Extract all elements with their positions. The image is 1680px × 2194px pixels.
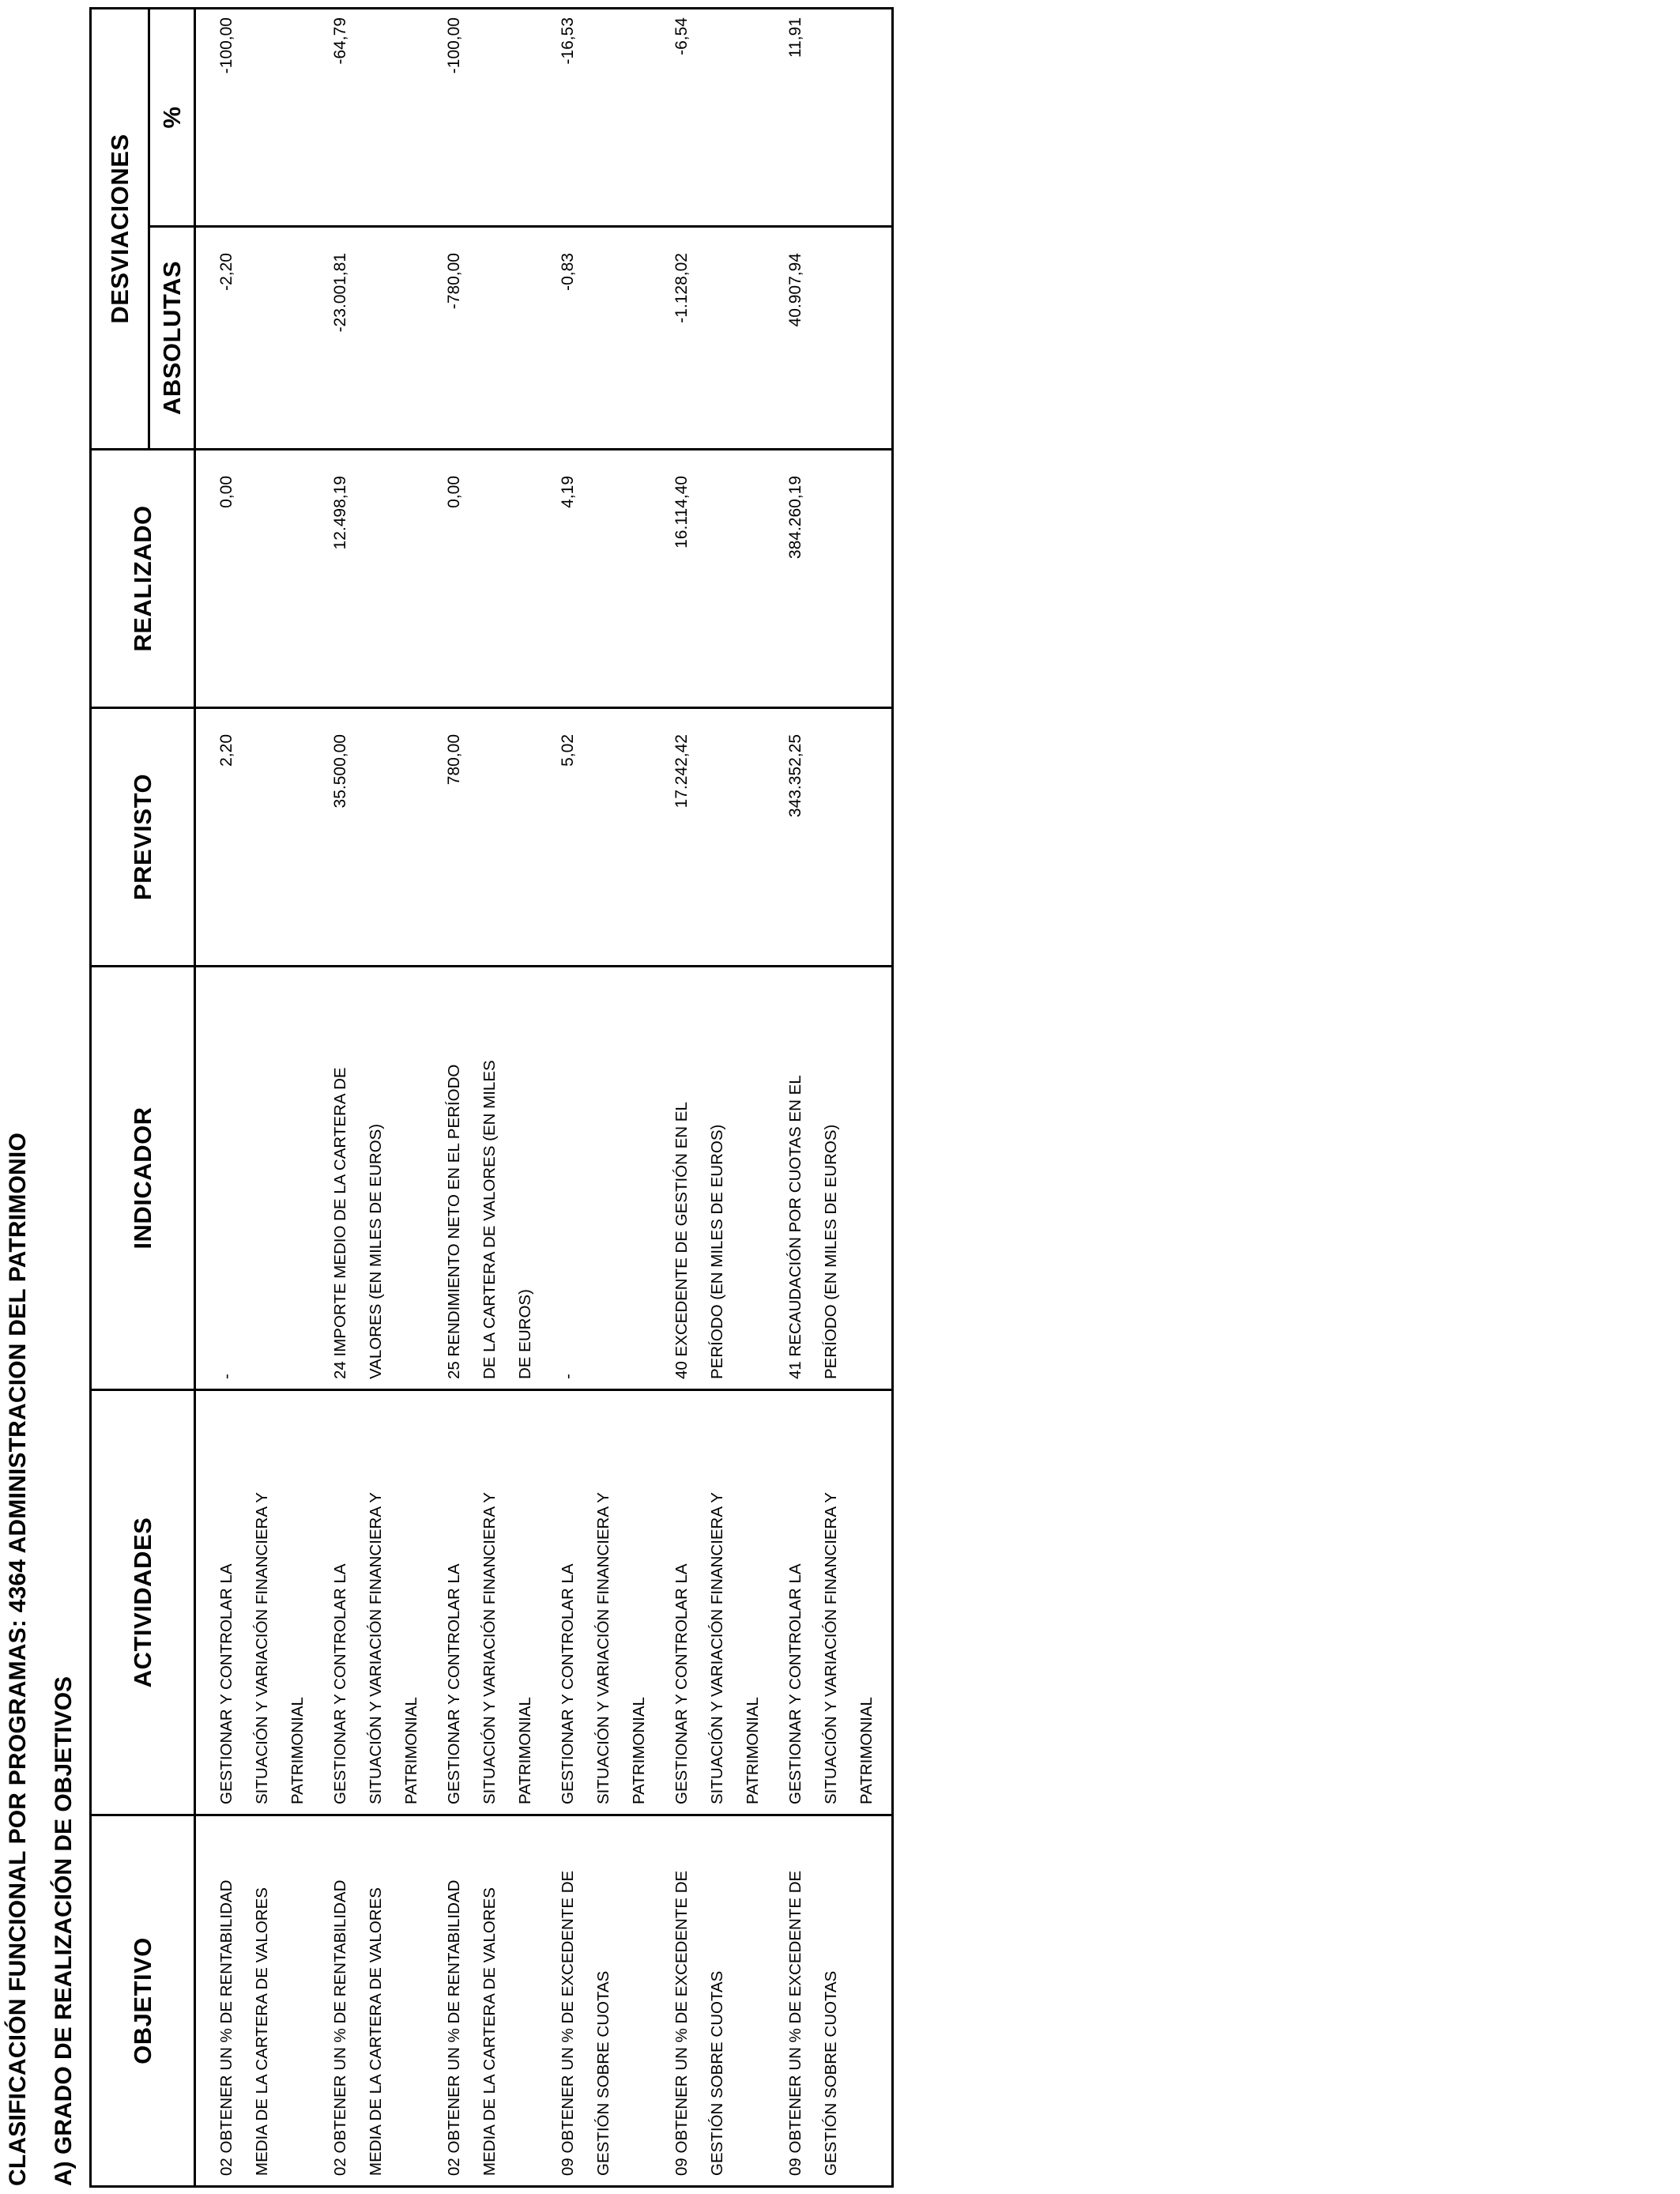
actividades-line: PATRIMONIAL xyxy=(516,1697,534,1804)
objetivo-line: 02 OBTENER UN % DE RENTABILIDAD xyxy=(217,1879,235,2176)
indicador-line: 24 IMPORTE MEDIO DE LA CARTERA DE xyxy=(331,1067,349,1379)
previsto-value: 343.352,25 xyxy=(786,734,804,818)
header-indicador: INDICADOR xyxy=(91,967,195,1390)
indicador-line: 40 EXCEDENTE DE GESTIÓN EN EL xyxy=(672,1102,691,1379)
column-previsto xyxy=(195,708,893,967)
table-row-actividades-cell xyxy=(550,1391,664,1814)
indicador-list xyxy=(196,967,891,1389)
realizado-list xyxy=(196,450,891,707)
table-row-actividades-cell xyxy=(322,1391,436,1814)
table-row-porcentaje-cell xyxy=(322,9,436,225)
table-row-previsto-cell xyxy=(778,709,891,965)
indicador-line: - xyxy=(559,1374,577,1379)
actividades-line: GESTIONAR Y CONTROLAR LA xyxy=(217,1563,235,1804)
objetivo-line: MEDIA DE LA CARTERA DE VALORES xyxy=(480,1887,499,2176)
table-row-realizado-cell xyxy=(436,450,550,707)
header-realizado: REALIZADO xyxy=(91,450,195,708)
table-row-porcentaje-cell xyxy=(778,9,891,225)
absolutas-value: -780,00 xyxy=(445,253,463,310)
table-row-objetivo-cell xyxy=(550,1816,664,2185)
actividades-line: GESTIONAR Y CONTROLAR LA xyxy=(559,1563,577,1804)
table-row-indicador-cell xyxy=(209,967,322,1389)
porcentaje-value: -16,53 xyxy=(559,17,577,65)
previsto-value: 17.242,42 xyxy=(672,734,691,809)
actividades-line: SITUACIÓN Y VARIACIÓN FINANCIERA Y xyxy=(708,1492,726,1804)
porcentaje-value: -100,00 xyxy=(445,17,463,74)
indicador-line: DE EUROS) xyxy=(516,1289,534,1379)
table-row-realizado-cell xyxy=(209,450,322,707)
porcentaje-value: -100,00 xyxy=(217,17,235,74)
previsto-value: 5,02 xyxy=(559,734,577,767)
porcentaje-list xyxy=(196,9,891,225)
previsto-list xyxy=(196,709,891,965)
column-porcentaje xyxy=(195,9,893,227)
header-absolutas: ABSOLUTAS xyxy=(149,227,195,450)
table-row-absolutas-cell xyxy=(436,228,550,448)
porcentaje-value: -64,79 xyxy=(331,17,349,65)
table-row-objetivo-cell xyxy=(436,1816,550,2185)
table-row-actividades-cell xyxy=(436,1391,550,1814)
table-row-absolutas-cell xyxy=(778,228,891,448)
actividades-line: GESTIONAR Y CONTROLAR LA xyxy=(445,1563,463,1804)
objetivo-line: 02 OBTENER UN % DE RENTABILIDAD xyxy=(445,1879,463,2176)
actividades-line: GESTIONAR Y CONTROLAR LA xyxy=(672,1563,691,1804)
table-row-indicador-cell xyxy=(664,967,778,1389)
table-row-previsto-cell xyxy=(436,709,550,965)
actividades-line: SITUACIÓN Y VARIACIÓN FINANCIERA Y xyxy=(822,1492,840,1804)
table-row-realizado-cell xyxy=(664,450,778,707)
indicador-line: - xyxy=(217,1374,235,1379)
objetivo-line: 09 OBTENER UN % DE EXCEDENTE DE xyxy=(672,1870,691,2176)
indicador-line: VALORES (EN MILES DE EUROS) xyxy=(367,1123,385,1379)
previsto-value: 2,20 xyxy=(217,734,235,767)
realizado-value: 384.260,19 xyxy=(786,476,804,560)
actividades-line: SITUACIÓN Y VARIACIÓN FINANCIERA Y xyxy=(594,1492,612,1804)
absolutas-value: 40.907,94 xyxy=(786,253,804,327)
actividades-line: PATRIMONIAL xyxy=(744,1697,762,1804)
table-row-previsto-cell xyxy=(322,709,436,965)
indicador-line: 25 RENDIMIENTO NETO EN EL PERÍODO xyxy=(445,1064,463,1379)
actividades-line: PATRIMONIAL xyxy=(630,1697,648,1804)
previsto-value: 780,00 xyxy=(445,734,463,786)
table-row-actividades-cell xyxy=(778,1391,891,1814)
absolutas-value: -2,20 xyxy=(217,253,235,291)
objetivo-line: MEDIA DE LA CARTERA DE VALORES xyxy=(253,1887,271,2176)
indicador-line: PERÍODO (EN MILES DE EUROS) xyxy=(822,1124,840,1379)
table-row-absolutas-cell xyxy=(664,228,778,448)
table-row-actividades-cell xyxy=(209,1391,322,1814)
table-row-objetivo-cell xyxy=(664,1816,778,2185)
table-row-realizado-cell xyxy=(322,450,436,707)
actividades-line: PATRIMONIAL xyxy=(857,1697,876,1804)
table-row-indicador-cell xyxy=(322,967,436,1389)
column-indicador xyxy=(195,967,893,1390)
objetivo-line: GESTIÓN SOBRE CUOTAS xyxy=(594,1970,612,2176)
realizado-value: 0,00 xyxy=(217,476,235,508)
absolutas-list xyxy=(196,228,891,448)
objetivo-line: 09 OBTENER UN % DE EXCEDENTE DE xyxy=(786,1870,804,2176)
objetivo-line: MEDIA DE LA CARTERA DE VALORES xyxy=(367,1887,385,2176)
header-desviaciones: DESVIACIONES xyxy=(91,9,149,450)
porcentaje-value: -6,54 xyxy=(672,17,691,55)
table-row-absolutas-cell xyxy=(209,228,322,448)
objectives-table xyxy=(89,7,894,2188)
section-subtitle: A) GRADO DE REALIZACIÓN DE OBJETIVOS xyxy=(51,1676,77,2186)
actividades-line: SITUACIÓN Y VARIACIÓN FINANCIERA Y xyxy=(480,1492,499,1804)
absolutas-value: -1.128,02 xyxy=(672,253,691,323)
table-row-porcentaje-cell xyxy=(550,9,664,225)
indicador-line: 41 RECAUDACIÓN POR CUOTAS EN EL xyxy=(786,1075,804,1379)
table-row-absolutas-cell xyxy=(550,228,664,448)
column-absolutas xyxy=(195,227,893,450)
objetivo-line: GESTIÓN SOBRE CUOTAS xyxy=(708,1970,726,2176)
column-realizado xyxy=(195,450,893,708)
table-row-porcentaje-cell xyxy=(436,9,550,225)
table-row-objetivo-cell xyxy=(322,1816,436,2185)
table-row-indicador-cell xyxy=(778,967,891,1389)
page-title: CLASIFICACIÓN FUNCIONAL POR PROGRAMAS: 4364 ADMINISTRACION DEL PATRIMONIO xyxy=(5,1133,31,2186)
absolutas-value: -23.001,81 xyxy=(331,253,349,333)
table-row-objetivo-cell xyxy=(209,1816,322,2185)
actividades-line: PATRIMONIAL xyxy=(402,1697,420,1804)
porcentaje-value: 11,91 xyxy=(786,17,804,58)
actividades-line: SITUACIÓN Y VARIACIÓN FINANCIERA Y xyxy=(367,1492,385,1804)
table-row-realizado-cell xyxy=(778,450,891,707)
objetivo-line: GESTIÓN SOBRE CUOTAS xyxy=(822,1970,840,2176)
table-row-porcentaje-cell xyxy=(209,9,322,225)
table-row-previsto-cell xyxy=(209,709,322,965)
actividades-list xyxy=(196,1391,891,1814)
header-objetivo: OBJETIVO xyxy=(91,1815,195,2187)
column-objetivo xyxy=(195,1815,893,2187)
column-actividades xyxy=(195,1390,893,1815)
realizado-value: 4,19 xyxy=(559,476,577,508)
table-row-absolutas-cell xyxy=(322,228,436,448)
indicador-line: PERÍODO (EN MILES DE EUROS) xyxy=(708,1124,726,1379)
table-row-objetivo-cell xyxy=(778,1816,891,2185)
actividades-line: GESTIONAR Y CONTROLAR LA xyxy=(786,1563,804,1804)
objetivo-line: 02 OBTENER UN % DE RENTABILIDAD xyxy=(331,1879,349,2176)
table-row-indicador-cell xyxy=(436,967,550,1389)
header-actividades: ACTIVIDADES xyxy=(91,1390,195,1815)
table-row-actividades-cell xyxy=(664,1391,778,1814)
header-previsto: PREVISTO xyxy=(91,708,195,967)
header-porcentaje: % xyxy=(149,9,195,227)
actividades-line: SITUACIÓN Y VARIACIÓN FINANCIERA Y xyxy=(253,1492,271,1804)
table-row-previsto-cell xyxy=(550,709,664,965)
table-row-realizado-cell xyxy=(550,450,664,707)
realizado-value: 0,00 xyxy=(445,476,463,508)
indicador-line: DE LA CARTERA DE VALORES (EN MILES xyxy=(480,1060,499,1379)
actividades-line: GESTIONAR Y CONTROLAR LA xyxy=(331,1563,349,1804)
absolutas-value: -0,83 xyxy=(559,253,577,291)
objetivo-line: 09 OBTENER UN % DE EXCEDENTE DE xyxy=(559,1870,577,2176)
table-row-porcentaje-cell xyxy=(664,9,778,225)
realizado-value: 12.498,19 xyxy=(331,476,349,550)
objetivo-list xyxy=(196,1816,891,2185)
realizado-value: 16.114,40 xyxy=(672,476,691,548)
table-row-previsto-cell xyxy=(664,709,778,965)
actividades-line: PATRIMONIAL xyxy=(288,1697,307,1804)
previsto-value: 35.500,00 xyxy=(331,734,349,809)
table-row-indicador-cell xyxy=(550,967,664,1389)
